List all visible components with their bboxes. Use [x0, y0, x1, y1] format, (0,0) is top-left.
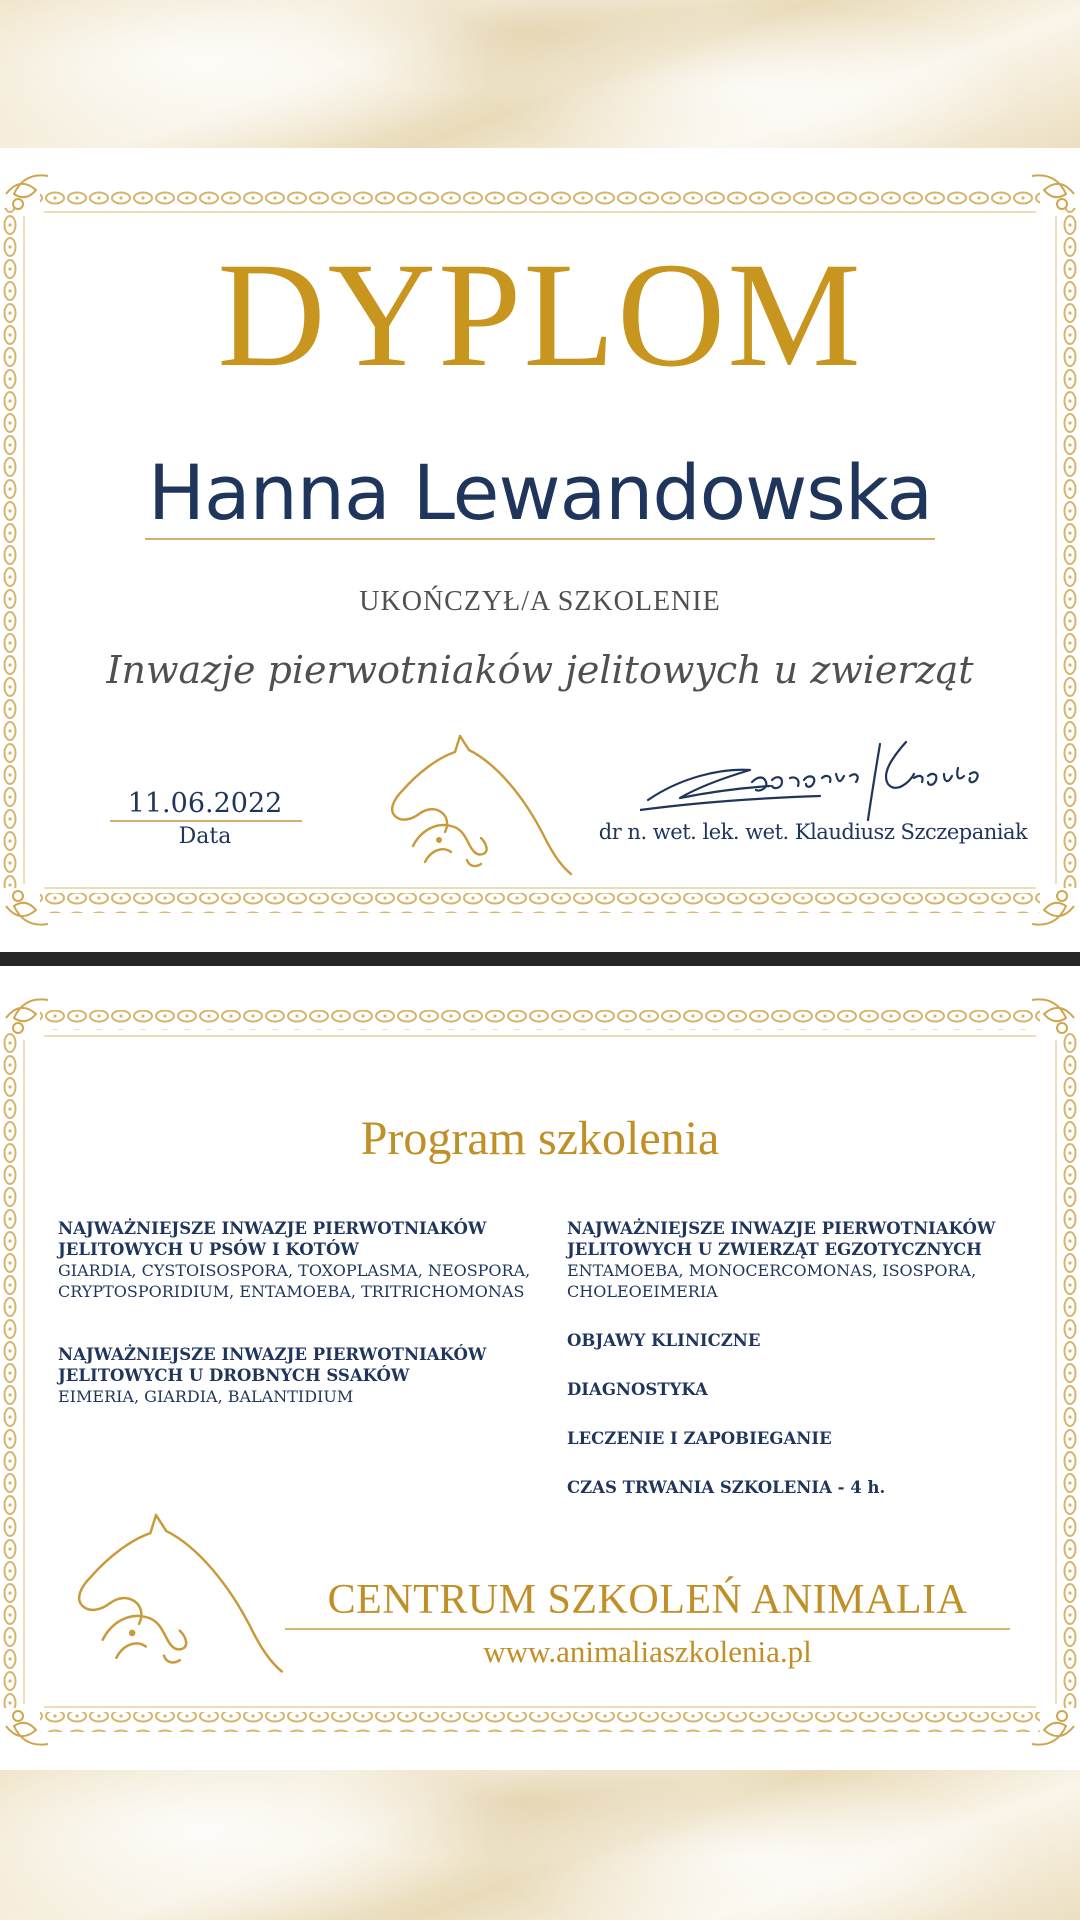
name-underline	[145, 538, 935, 540]
program-section	[567, 1477, 1047, 1498]
program-section	[58, 1218, 538, 1302]
diploma-title: DYPLOM	[217, 232, 863, 398]
section-body: ENTAMOEBA, MONOCERCOMONAS, ISOSPORA, CHOLEOEIMERIA	[567, 1261, 977, 1301]
course-title: Inwazje pierwotniaków jelitowych u zwierząt	[106, 648, 974, 692]
center-name-underline	[285, 1628, 1010, 1630]
recipient-name: Hanna Lewandowska	[147, 448, 933, 537]
section-heading: LECZENIE I ZAPOBIEGANIE	[567, 1429, 832, 1448]
section-heading: OBJAWY KLINICZNE	[567, 1331, 761, 1350]
program-page	[0, 966, 1080, 1770]
program-section	[567, 1379, 1047, 1400]
website-link[interactable]: www.animaliaszkolenia.pl	[483, 1634, 812, 1669]
section-heading: NAJWAŻNIEJSZE INWAZJE PIERWOTNIAKÓW JELITOWYCH U DROBNYCH SSAKÓW	[58, 1345, 487, 1385]
program-section	[567, 1428, 1047, 1449]
program-title: Program szkolenia	[360, 1112, 720, 1165]
program-section	[58, 1344, 538, 1407]
diploma-page	[0, 148, 1080, 952]
section-body: EIMERIA, GIARDIA, BALANTIDIUM	[58, 1387, 354, 1406]
program-column-left	[58, 1218, 538, 1435]
diploma-date: 11.06.2022	[127, 788, 283, 819]
section-body: GIARDIA, CYSTOISOSPORA, TOXOPLASMA, NEOSPORA, CRYPTOSPORIDIUM, ENTAMOEBA, TRITRICHOMONAS	[58, 1261, 531, 1301]
horse-dog-logo-icon	[70, 1506, 310, 1676]
section-heading: NAJWAŻNIEJSZE INWAZJE PIERWOTNIAKÓW JELITOWYCH U PSÓW I KOTÓW	[58, 1219, 487, 1259]
completed-text: UKOŃCZYŁ/A SZKOLENIE	[359, 586, 721, 617]
section-heading: DIAGNOSTYKA	[567, 1380, 708, 1399]
program-column-right	[567, 1218, 1047, 1526]
program-section	[567, 1218, 1047, 1302]
horse-dog-logo-icon	[385, 728, 595, 878]
page-divider	[0, 952, 1080, 966]
training-center-name: CENTRUM SZKOLEŃ ANIMALIA	[327, 1577, 968, 1623]
program-section	[567, 1330, 1047, 1351]
marble-background-bottom	[0, 1770, 1080, 1920]
signer-name: dr n. wet. lek. wet. Klaudiusz Szczepaniak	[598, 820, 1028, 844]
date-label: Data	[178, 824, 232, 849]
handwritten-signature-icon	[640, 738, 990, 828]
section-heading: CZAS TRWANIA SZKOLENIA - 4 h.	[567, 1478, 886, 1497]
date-underline	[110, 820, 302, 822]
marble-background-top	[0, 0, 1080, 148]
section-heading: NAJWAŻNIEJSZE INWAZJE PIERWOTNIAKÓW JELITOWYCH U ZWIERZĄT EGZOTYCZNYCH	[567, 1219, 996, 1259]
